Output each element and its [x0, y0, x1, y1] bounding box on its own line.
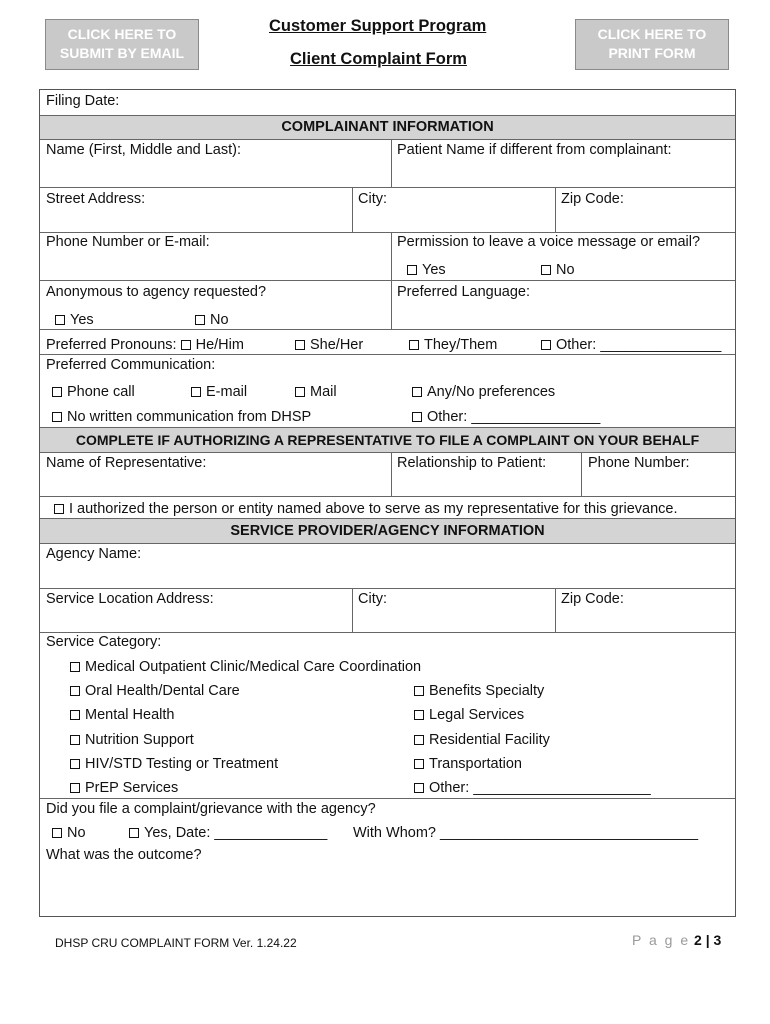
outcome-label: What was the outcome?: [46, 847, 202, 863]
checkbox-icon[interactable]: [414, 710, 424, 720]
program-title: Customer Support Program: [269, 17, 487, 35]
checkbox-icon[interactable]: [541, 340, 551, 350]
comm-phone-option[interactable]: [52, 384, 135, 400]
category-label: Mental Health: [85, 707, 175, 723]
checkbox-icon[interactable]: [70, 686, 80, 696]
checkbox-icon[interactable]: [412, 412, 422, 422]
form-title: Client Complaint Form: [290, 50, 467, 68]
grievance-no-label: No: [67, 825, 86, 841]
checkbox-icon[interactable]: [181, 340, 191, 350]
phone-email-label: Phone Number or E-mail:: [46, 234, 210, 250]
pronoun-other-label: Other: _______________: [556, 337, 722, 353]
category-benefits-option[interactable]: [414, 683, 544, 699]
comm-any-label: Any/No preferences: [427, 384, 556, 400]
print-button-line2: PRINT FORM: [608, 45, 696, 61]
comm-other-option[interactable]: [412, 409, 600, 425]
pronouns-other[interactable]: [541, 337, 721, 353]
grievance-yes-label: Yes, Date: ______________: [144, 825, 328, 841]
submit-by-email-button[interactable]: [45, 19, 199, 70]
pronouns-label: Preferred Pronouns:: [46, 337, 177, 353]
category-label: Other: ______________________: [429, 780, 651, 796]
provider-section-heading: SERVICE PROVIDER/AGENCY INFORMATION: [40, 519, 735, 543]
authorize-label: I authorized the person or entity named above to serve as my representative for this grievance.: [69, 501, 678, 517]
category-legal-option[interactable]: [414, 707, 524, 723]
zip-code-label: Zip Code:: [561, 191, 624, 207]
service-location-label: Service Location Address:: [46, 591, 214, 607]
checkbox-icon[interactable]: [414, 686, 424, 696]
service-category-label: Service Category:: [46, 634, 162, 650]
category-oral-health-option[interactable]: [70, 683, 240, 699]
comm-mail-option[interactable]: [295, 384, 337, 400]
preferred-communication-label: Preferred Communication:: [46, 357, 216, 373]
comm-no-written-option[interactable]: [52, 409, 311, 425]
checkbox-icon[interactable]: [412, 387, 422, 397]
permission-label: Permission to leave a voice message or email?: [397, 234, 701, 250]
checkbox-icon[interactable]: [52, 387, 62, 397]
grievance-question: Did you file a complaint/grievance with the agency?: [46, 801, 376, 817]
checkbox-icon[interactable]: [55, 315, 65, 325]
permission-no-option[interactable]: [541, 262, 575, 278]
anonymous-yes-option[interactable]: [55, 312, 94, 328]
pronoun-they-them-label: They/Them: [424, 337, 498, 353]
comm-any-option[interactable]: [412, 384, 555, 400]
category-residential-option[interactable]: [414, 732, 550, 748]
complainant-section-heading: COMPLAINANT INFORMATION: [40, 116, 735, 139]
category-medical-label: Medical Outpatient Clinic/Medical Care Coordination: [85, 659, 422, 675]
checkbox-icon[interactable]: [70, 735, 80, 745]
category-label: Legal Services: [429, 707, 525, 723]
checkbox-icon[interactable]: [52, 412, 62, 422]
comm-no-written-label: No written communication from DHSP: [67, 409, 312, 425]
relationship-label: Relationship to Patient:: [397, 455, 547, 471]
category-label: Transportation: [429, 756, 522, 772]
form-version-footer: DHSP CRU COMPLAINT FORM Ver. 1.24.22: [55, 936, 297, 950]
authorize-representative-option[interactable]: [54, 501, 678, 517]
page-count: 2 | 3: [694, 932, 722, 948]
category-label: Benefits Specialty: [429, 683, 545, 699]
checkbox-icon[interactable]: [54, 504, 64, 514]
permission-yes-option[interactable]: [407, 262, 446, 278]
print-button-line1: CLICK HERE TO: [597, 26, 707, 42]
comm-other-label: Other: ________________: [427, 409, 601, 425]
checkbox-icon[interactable]: [407, 265, 417, 275]
grievance-no-option[interactable]: [52, 825, 86, 841]
category-nutrition-option[interactable]: [70, 732, 194, 748]
provider-city-label: City:: [358, 591, 387, 607]
with-whom-label: With Whom? ________________________________: [353, 825, 699, 841]
submit-button-line1: CLICK HERE TO: [67, 26, 177, 42]
page-number: [632, 932, 721, 948]
checkbox-icon[interactable]: [414, 759, 424, 769]
checkbox-icon[interactable]: [414, 783, 424, 793]
agency-name-label: Agency Name:: [46, 546, 142, 562]
category-transportation-option[interactable]: [414, 756, 522, 772]
category-mental-health-option[interactable]: [70, 707, 174, 723]
pronoun-he-him-label: He/Him: [195, 337, 244, 353]
category-label: PrEP Services: [85, 780, 179, 796]
checkbox-icon[interactable]: [191, 387, 201, 397]
preferred-language-label: Preferred Language:: [397, 284, 531, 300]
representative-phone-label: Phone Number:: [588, 455, 690, 471]
permission-no-label: No: [556, 262, 575, 278]
filing-date-label: Filing Date:: [46, 93, 120, 109]
page-word: P a g e: [632, 932, 691, 948]
category-other-option[interactable]: [414, 780, 651, 796]
checkbox-icon[interactable]: [70, 759, 80, 769]
checkbox-icon[interactable]: [52, 828, 62, 838]
pronouns-she-her[interactable]: [295, 337, 363, 353]
checkbox-icon[interactable]: [295, 387, 305, 397]
category-medical-option[interactable]: [70, 659, 421, 675]
category-label: Oral Health/Dental Care: [85, 683, 240, 699]
checkbox-icon[interactable]: [409, 340, 419, 350]
anonymous-label: Anonymous to agency requested?: [46, 284, 267, 300]
street-address-label: Street Address:: [46, 191, 146, 207]
pronoun-she-her-label: She/Her: [310, 337, 364, 353]
anonymous-no-label: No: [210, 312, 229, 328]
patient-name-label: Patient Name if different from complainant:: [397, 142, 672, 158]
category-label: HIV/STD Testing or Treatment: [85, 756, 279, 772]
category-label: Residential Facility: [429, 732, 550, 748]
category-prep-option[interactable]: [70, 780, 178, 796]
submit-button-line2: SUBMIT BY EMAIL: [59, 45, 185, 61]
category-hiv-std-option[interactable]: [70, 756, 278, 772]
print-form-button[interactable]: [575, 19, 729, 70]
comm-phone-label: Phone call: [67, 384, 135, 400]
checkbox-icon[interactable]: [70, 662, 80, 672]
permission-yes-label: Yes: [422, 262, 446, 278]
name-label: Name (First, Middle and Last):: [46, 142, 242, 158]
grievance-yes-option[interactable]: [129, 825, 327, 841]
representative-section-heading: COMPLETE IF AUTHORIZING A REPRESENTATIVE TO FILE A COMPLAINT ON YOUR BEHALF: [40, 428, 735, 452]
comm-email-option[interactable]: [191, 384, 247, 400]
checkbox-icon[interactable]: [129, 828, 139, 838]
representative-name-label: Name of Representative:: [46, 455, 207, 471]
checkbox-icon[interactable]: [414, 735, 424, 745]
checkbox-icon[interactable]: [195, 315, 205, 325]
anonymous-yes-label: Yes: [70, 312, 94, 328]
category-label: Nutrition Support: [85, 732, 194, 748]
comm-email-label: E-mail: [206, 384, 248, 400]
checkbox-icon[interactable]: [541, 265, 551, 275]
pronouns-he-him[interactable]: [46, 337, 244, 353]
comm-mail-label: Mail: [310, 384, 337, 400]
anonymous-no-option[interactable]: [195, 312, 229, 328]
checkbox-icon[interactable]: [295, 340, 305, 350]
checkbox-icon[interactable]: [70, 710, 80, 720]
city-label: City:: [358, 191, 387, 207]
provider-zip-label: Zip Code:: [561, 591, 624, 607]
complaint-form: [39, 89, 736, 917]
pronouns-they-them[interactable]: [409, 337, 497, 353]
checkbox-icon[interactable]: [70, 783, 80, 793]
